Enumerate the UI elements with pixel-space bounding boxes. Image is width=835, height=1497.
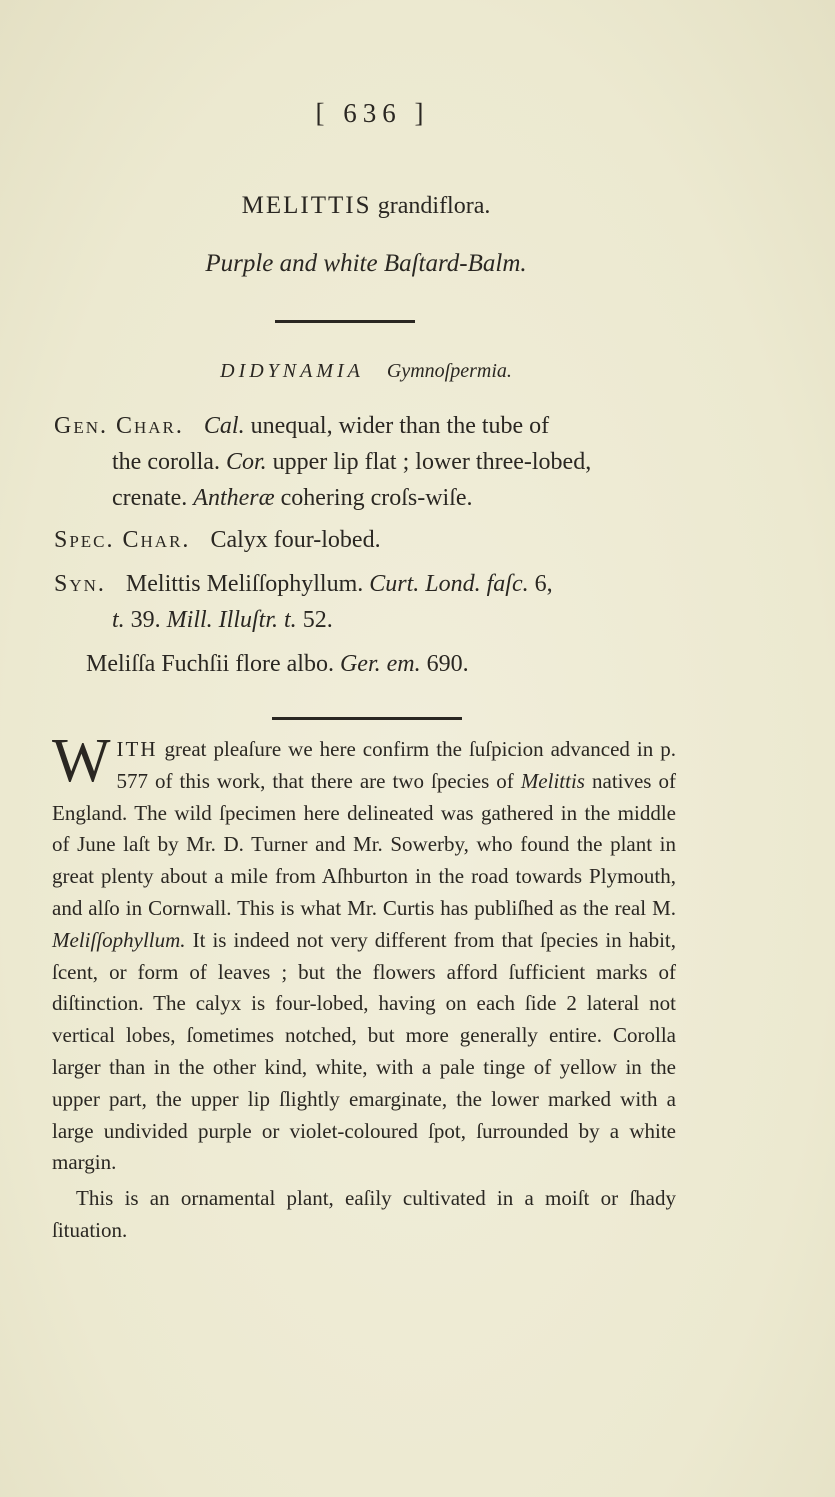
page-number: [ 636 ] <box>315 98 430 128</box>
specific-character <box>54 522 381 558</box>
syn-text: Mill. Illuſtr. t. <box>166 607 297 633</box>
spec-char-text: Calyx four-lobed. <box>210 527 381 553</box>
paragraph-text: natives of England. The wild ſpecimen here delineated was gathered in the middle of June laſt by Mr. D. Turner and Mr. Sowerby, who found the plant in great plenty about a mile from Aſhburton in the road towards Plymouth, and alſo in Cornwall. This is what Mr. Curtis has publiſhed as the real M. <box>52 768 676 920</box>
paragraph-text: great pleaſure we here confirm the ſuſpicion advanced in p. 577 of this work, that there are two ſpecies of <box>116 737 676 793</box>
syn-text: 39. <box>124 607 167 633</box>
spec-char-label: Spec. Char. <box>54 527 191 553</box>
description-paragraph: This is an ornamental plant, eaſily cultivated in a moiſt or ſhady ſituation. <box>52 1186 676 1242</box>
linnaean-class: DIDYNAMIA <box>220 360 364 382</box>
synonyms <box>54 566 553 682</box>
syn-text: 6, <box>528 571 553 597</box>
gen-char-label: Gen. Char. <box>54 413 184 439</box>
syn-text: Meliſſa Fuchſii flore albo. <box>86 651 340 677</box>
gen-char-text: Cor. <box>225 449 267 475</box>
species-title <box>0 192 732 220</box>
description-text <box>52 727 676 1247</box>
generic-character <box>54 408 591 516</box>
gen-char-text: cohering croſs-wiſe. <box>274 485 473 511</box>
linnaean-order: Gymnoſpermia. <box>386 360 512 382</box>
divider-rule-bottom <box>272 717 462 720</box>
species-name: grandiflora. <box>377 193 491 219</box>
syn-text: 690. <box>420 651 469 677</box>
paragraph-lead: ITH <box>116 737 158 761</box>
paragraph-text: Meliſſophyllum. <box>52 927 186 952</box>
syn-label: Syn. <box>54 571 106 597</box>
gen-char-text: the corolla. <box>112 449 226 475</box>
genus-name: MELITTIS <box>241 192 372 219</box>
syn-text: 52. <box>296 607 333 633</box>
description-paragraph <box>52 727 676 1179</box>
syn-text: Melittis Meliſſophyllum. <box>125 571 370 597</box>
syn-text: Curt. Lond. faſc. <box>369 571 529 597</box>
gen-char-text: upper lip flat ; lower three-lobed, <box>266 449 592 475</box>
gen-char-text: unequal, wider than the tube of <box>244 413 550 439</box>
gen-char-text: Antheræ <box>193 485 275 511</box>
syn-text: t. <box>112 607 125 633</box>
gen-char-text: Cal. <box>203 413 245 439</box>
paragraph-text: It is indeed not very different from that ſpecies in habit, ſcent, or form of leaves ; but the flowers afford ſufficient marks of diſtinction. The calyx is four-lobed, having on each ſide 2 lateral not vertical lobes, ſometimes notched, but more generally entire. Corolla larger than in the other kind, white, with a pale tinge of yellow in the upper part, the upper lip ſlightly emarginate, the lower marked with a large undivided purple or violet-coloured ſpot, ſurrounded by a white margin. <box>52 927 676 1175</box>
common-name: Purple and white Baſtard-Balm. <box>205 250 527 277</box>
syn-text: Ger. em. <box>339 651 421 677</box>
classification-line <box>0 360 732 383</box>
divider-rule-top <box>275 320 415 323</box>
gen-char-text: crenate. <box>112 485 194 511</box>
drop-cap: W <box>52 727 111 795</box>
paragraph-text: Melittis <box>520 768 585 793</box>
